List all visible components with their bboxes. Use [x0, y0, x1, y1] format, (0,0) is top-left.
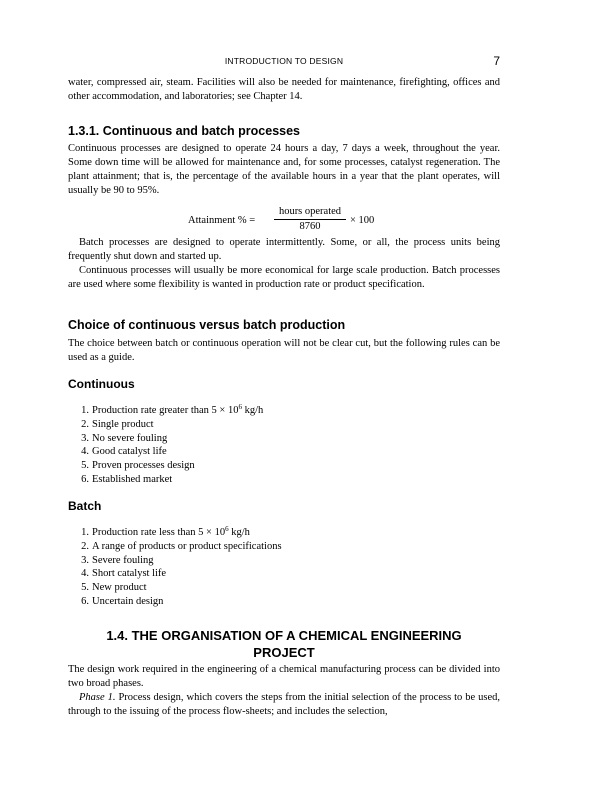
list-item-unit: kg/h	[228, 527, 250, 538]
batch-heading-block	[68, 499, 500, 513]
list-item-number: 1.	[81, 405, 89, 416]
list-item	[74, 526, 506, 540]
batch-process-paragraph: Batch processes are designed to operate intermittently. Some, or all, the process units being frequently shut down and started up.	[68, 237, 500, 262]
equation-rhs: × 100	[350, 215, 375, 226]
economics-paragraph: Continuous processes will usually be more economical for large scale production. Batch processes are used where some flexibility is wanted in production rate or product specification.	[68, 265, 500, 290]
intro-paragraph: water, compressed air, steam. Facilities will also be needed for maintenance, firefighting, offices and other accommodation, and laboratories; see Chapter 14.	[68, 77, 500, 102]
section-131-heading-block	[68, 124, 500, 138]
chapter-heading-line-1: 1.4. THE ORGANISATION OF A CHEMICAL ENGINEERING	[106, 628, 462, 643]
list-item-text: Established market	[92, 473, 173, 485]
equation-denominator: 8760	[299, 221, 321, 232]
list-item	[74, 459, 506, 473]
list-item-text: Good catalyst life	[92, 446, 167, 458]
continuous-heading: Continuous	[68, 377, 135, 391]
continuous-list-block	[74, 404, 506, 487]
chapter-section-heading	[68, 627, 500, 661]
choice-paragraph: The choice between batch or continuous operation will not be clear cut, but the following rules can be used as a guide.	[68, 338, 500, 363]
list-item-text: A range of products or product specifications	[92, 540, 282, 552]
choice-heading: Choice of continuous versus batch production	[68, 318, 346, 332]
list-item	[74, 418, 506, 432]
continuous-heading-block	[68, 377, 500, 391]
continuous-process-paragraph: Continuous processes are designed to operate 24 hours a day, 7 days a week, throughout the year. Some down time will be allowed for maintenance and, for some processes, catalyst regeneration. The plant attainment; that is, the percentage of the available hours in a year that the plant operates, will usually be 90 to 95%.	[68, 143, 500, 196]
list-item-text: Proven processes design	[92, 460, 195, 472]
phase-label: Phase 1.	[79, 692, 116, 703]
section-14-heading-block	[68, 627, 500, 661]
section-131-para-2-3-block	[68, 236, 500, 292]
choice-paragraph-block	[68, 337, 500, 365]
list-item-exponent: 6	[225, 525, 229, 533]
list-item-number: 4.	[81, 568, 89, 580]
list-item-number: 3.	[81, 554, 89, 566]
list-item	[74, 595, 506, 609]
list-item-number: 5.	[81, 460, 89, 472]
list-item	[74, 473, 506, 487]
running-title: INTRODUCTION TO DESIGN	[224, 56, 344, 66]
batch-heading: Batch	[68, 499, 102, 513]
chapter-heading-line-2: PROJECT	[253, 645, 315, 660]
phase-1-text: Process design, which covers the steps from the initial selection of the process to be used, through to the issuing of the process flow-sheets; and includes the selection,	[68, 692, 500, 717]
list-item-number: 6.	[81, 595, 89, 607]
intro-block	[68, 76, 500, 104]
equation-fraction	[274, 206, 346, 234]
list-item-text: Production rate less than 5 × 10	[92, 527, 226, 538]
list-item	[74, 554, 506, 568]
batch-list-block	[74, 526, 506, 609]
list-item-text: Production rate greater than 5 × 10	[92, 405, 239, 416]
phase-1-paragraph	[68, 691, 500, 719]
choice-heading-block	[68, 318, 500, 332]
equation-numerator: hours operated	[274, 206, 346, 220]
list-item-text: Short catalyst life	[92, 568, 167, 580]
list-item-text: No severe fouling	[92, 432, 168, 444]
page-number: 7	[493, 54, 500, 68]
list-item-number: 5.	[81, 582, 89, 594]
list-item-number: 4.	[81, 446, 89, 458]
list-item-text: Single product	[92, 418, 154, 430]
list-item-text: New product	[92, 582, 147, 594]
section-heading: 1.3.1. Continuous and batch processes	[68, 124, 301, 138]
design-phases-paragraph: The design work required in the engineering of a chemical manufacturing process can be divided into two broad phases.	[68, 664, 500, 689]
list-item-number: 2.	[81, 418, 89, 430]
list-item-number: 1.	[81, 527, 89, 538]
running-header	[68, 54, 500, 68]
continuous-rules-list	[74, 404, 506, 487]
list-item-number: 6.	[81, 473, 89, 485]
list-item-text: Severe fouling	[92, 554, 154, 566]
equation-lhs: Attainment % =	[188, 215, 256, 226]
list-item-unit: kg/h	[241, 405, 264, 416]
list-item	[74, 445, 506, 459]
list-item	[74, 540, 506, 554]
list-item	[74, 567, 506, 581]
section-131-para-1-block	[68, 142, 500, 198]
list-item	[74, 581, 506, 595]
list-item	[74, 432, 506, 446]
list-item-number: 3.	[81, 432, 89, 444]
list-item-text: Uncertain design	[92, 595, 164, 607]
list-item	[74, 404, 506, 418]
list-item-number: 2.	[81, 540, 89, 552]
batch-rules-list	[74, 526, 506, 609]
section-14-body-block	[68, 663, 500, 719]
list-item-exponent: 6	[238, 403, 242, 411]
